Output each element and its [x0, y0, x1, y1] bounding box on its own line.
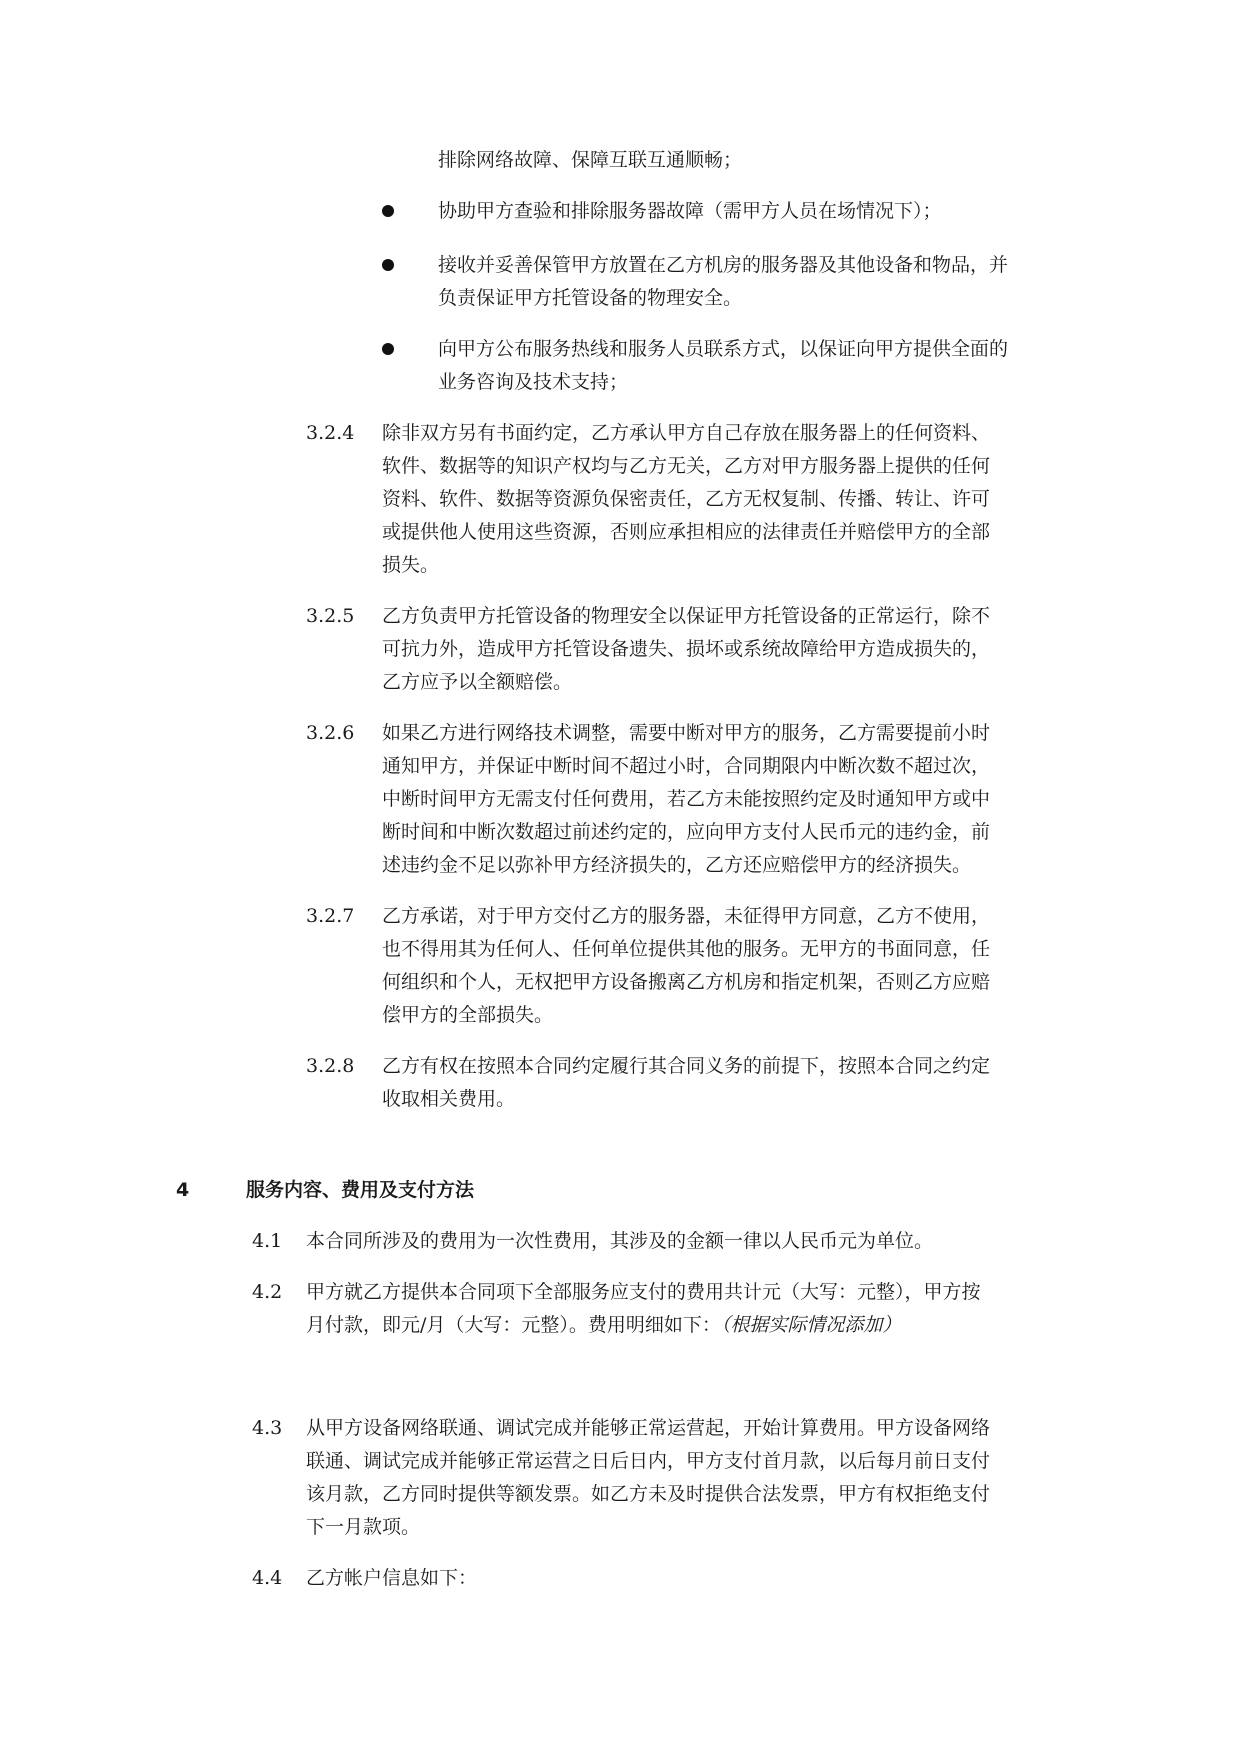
bullet-text-line: 向甲方公布服务热线和服务人员联系方式，以保证向甲方提供全面的 [438, 338, 1009, 360]
clause-text-line: 联通、调试完成并能够正常运营之日后日内，甲方支付首月款，以后每月前日支付 [306, 1450, 991, 1472]
clause-number: 4.3 [252, 1417, 283, 1439]
clause-text-line: 下一月款项。 [306, 1516, 421, 1538]
clause-text-line: 除非双方另有书面约定，乙方承认甲方自己存放在服务器上的任何资料、 [382, 422, 991, 444]
clause-text-line: 述违约金不足以弥补甲方经济损失的，乙方还应赔偿甲方的经济损失。 [382, 854, 972, 876]
clause-number: 3.2.4 [306, 422, 355, 444]
section-number: 4 [176, 1179, 190, 1201]
bullet-text-line: 排除网络故障、保障互联互通顺畅； [438, 149, 743, 171]
clause-text-line: 乙方帐户信息如下： [306, 1567, 478, 1589]
clause-text-line: 如果乙方进行网络技术调整，需要中断对甲方的服务，乙方需要提前小时 [382, 722, 991, 744]
clause-number: 3.2.6 [306, 722, 355, 744]
clause-text-line [306, 1313, 901, 1337]
bullet-text-line: 协助甲方查验和排除服务器故障（需甲方人员在场情况下）； [438, 200, 942, 222]
clause-text-line: 乙方应予以全额赔偿。 [382, 671, 573, 693]
clause-text-line: 乙方承诺，对于甲方交付乙方的服务器，未征得甲方同意，乙方不使用， [382, 905, 991, 927]
clause-text-line: 本合同所涉及的费用为一次性费用，其涉及的金额一律以人民币元为单位。 [306, 1230, 934, 1252]
clause-number: 3.2.7 [306, 905, 355, 927]
clause-text-line: 乙方负责甲方托管设备的物理安全以保证甲方托管设备的正常运行，除不 [382, 605, 991, 627]
section-title: 服务内容、费用及支付方法 [246, 1179, 475, 1201]
clause-text-line: 也不得用其为任何人、任何单位提供其他的服务。无甲方的书面同意，任 [382, 938, 991, 960]
bullet-text-line: 业务咨询及技术支持； [438, 371, 629, 393]
clause-text-line: 或提供他人使用这些资源，否则应承担相应的法律责任并赔偿甲方的全部 [382, 521, 991, 543]
clause-text-line: 软件、数据等的知识产权均与乙方无关，乙方对甲方服务器上提供的任何 [382, 455, 991, 477]
bullet-dot-icon [382, 259, 394, 271]
clause-text-segment: 月付款，即元/月（大写：元整）。费用明细如下： [306, 1314, 721, 1336]
clause-text-line: 中断时间甲方无需支付任何费用，若乙方未能按照约定及时通知甲方或中 [382, 788, 991, 810]
clause-text-line: 该月款，乙方同时提供等额发票。如乙方未及时提供合法发票，甲方有权拒绝支付 [306, 1483, 991, 1505]
clause-number: 3.2.5 [306, 605, 355, 627]
bullet-text-line: 接收并妥善保管甲方放置在乙方机房的服务器及其他设备和物品，并 [438, 254, 1009, 276]
bullet-dot-icon [382, 343, 394, 355]
clause-number: 4.1 [252, 1230, 283, 1252]
clause-text-line: 收取相关费用。 [382, 1088, 516, 1110]
clause-text-line: 损失。 [382, 554, 440, 576]
clause-number: 3.2.8 [306, 1055, 355, 1077]
clause-number: 4.4 [252, 1567, 283, 1589]
italic-note: （根据实际情况添加） [720, 1314, 902, 1336]
clause-text-line: 从甲方设备网络联通、调试完成并能够正常运营起，开始计算费用。甲方设备网络 [306, 1417, 991, 1439]
clause-text-line: 可抗力外，造成甲方托管设备遗失、损坏或系统故障给甲方造成损失的， [382, 638, 991, 660]
clause-text-line: 断时间和中断次数超过前述约定的，应向甲方支付人民币元的违约金，前 [382, 821, 991, 843]
clause-text-line: 资料、软件、数据等资源负保密责任，乙方无权复制、传播、转让、许可 [382, 488, 991, 510]
bullet-text-line: 负责保证甲方托管设备的物理安全。 [438, 287, 743, 309]
clause-text-line: 乙方有权在按照本合同约定履行其合同义务的前提下，按照本合同之约定 [382, 1055, 991, 1077]
clause-text-line: 通知甲方，并保证中断时间不超过小时，合同期限内中断次数不超过次， [382, 755, 991, 777]
clause-text-line: 何组织和个人，无权把甲方设备搬离乙方机房和指定机架，否则乙方应赔 [382, 971, 991, 993]
clause-text-line: 偿甲方的全部损失。 [382, 1004, 554, 1026]
bullet-dot-icon [382, 205, 394, 217]
clause-text-line: 甲方就乙方提供本合同项下全部服务应支付的费用共计元（大写：元整），甲方按 [306, 1281, 981, 1303]
clause-number: 4.2 [252, 1281, 283, 1303]
